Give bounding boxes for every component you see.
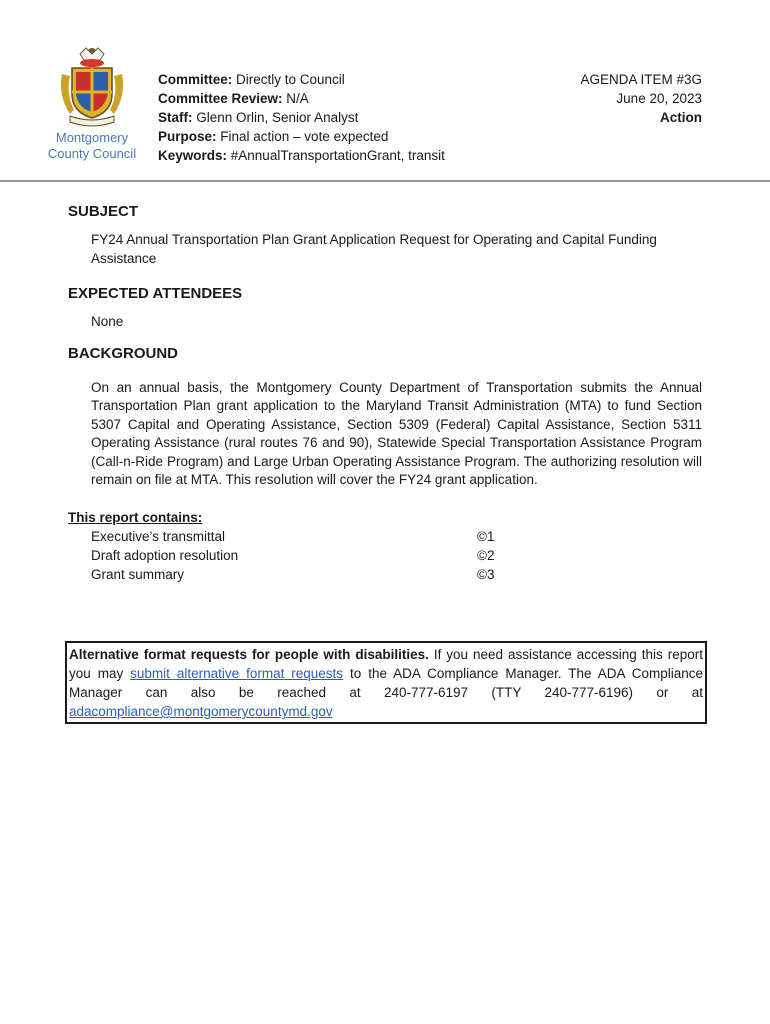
contents-row xyxy=(68,527,702,546)
keywords-value: #AnnualTransportationGrant, transit xyxy=(227,148,445,163)
contents-ref: ©1 xyxy=(477,528,495,544)
staff-line xyxy=(158,108,445,127)
subject-heading: SUBJECT xyxy=(68,203,139,220)
contents-row xyxy=(68,565,702,584)
contents-row xyxy=(68,546,702,565)
background-text: On an annual basis, the Montgomery County Department of Transportation submits the Annual Transportation Plan grant application to the Maryland Transit Administration (MTA) to fund Section 5307 Capital and Operating Assistance, Section 5309 (Federal) Capital Assistance, Section 5311 Operating Assistance (rural routes 76 and 90), Statewide Special Transportation Assistance Program (Call-n-Ride Program) and Large Urban Operating Assistance Program. The authorizing resolution will remain on file at MTA. This resolution will cover the FY24 grant application. xyxy=(91,379,702,487)
agenda-date: June 20, 2023 xyxy=(616,91,702,106)
review-line xyxy=(158,89,445,108)
ada-notice-text2: to the ADA Compliance Manager. The ADA Compliance Manager can also be reached at 240-777-6197 (TTY 240-777-6196) or at xyxy=(69,666,703,700)
purpose-line xyxy=(158,127,445,146)
ada-notice-bold: Alternative format requests for people with disabilities. xyxy=(69,647,429,662)
purpose-label: Purpose: xyxy=(158,129,217,144)
keywords-label: Keywords: xyxy=(158,148,228,163)
meta-block xyxy=(158,70,445,165)
agenda-item-number: AGENDA ITEM #3G xyxy=(580,72,702,87)
contents-label: Grant summary xyxy=(91,566,185,582)
committee-label: Committee: xyxy=(158,72,233,87)
committee-line xyxy=(158,70,445,89)
agenda-action: Action xyxy=(660,110,702,125)
main-content xyxy=(68,202,702,584)
contents-ref: ©3 xyxy=(477,566,495,582)
attendees-text: None xyxy=(91,314,124,329)
keywords-line xyxy=(158,146,445,165)
logo-text-line1: Montgomery xyxy=(55,130,129,145)
purpose-value: Final action – vote expected xyxy=(216,129,389,144)
agenda-block xyxy=(580,70,702,127)
logo-text-line2: County Council xyxy=(47,146,137,161)
attendees-heading: EXPECTED ATTENDEES xyxy=(68,285,243,302)
review-label: Committee Review: xyxy=(158,91,283,106)
contents-label: Draft adoption resolution xyxy=(91,547,239,563)
committee-value: Directly to Council xyxy=(232,72,345,87)
header-divider xyxy=(0,180,770,182)
ada-email-link[interactable]: adacompliance@montgomerycountymd.gov xyxy=(69,704,333,719)
report-contains-title: This report contains: xyxy=(68,509,203,525)
contents-label: Executive’s transmittal xyxy=(91,528,226,544)
ada-notice-box xyxy=(65,641,707,724)
subject-text: FY24 Annual Transportation Plan Grant Application Request for Operating and Capital Funding Assistance xyxy=(91,232,657,266)
page-header xyxy=(0,0,770,182)
staff-label: Staff: xyxy=(158,110,193,125)
staff-value: Glenn Orlin, Senior Analyst xyxy=(192,110,359,125)
county-seal-icon xyxy=(56,44,128,128)
review-value: N/A xyxy=(282,91,309,106)
county-council-logo xyxy=(46,44,142,162)
alternative-format-request-link[interactable]: submit alternative format requests xyxy=(130,666,344,681)
contents-ref: ©2 xyxy=(477,547,495,563)
ada-notice-text1: If you need assistance accessing this report you may xyxy=(69,647,703,681)
background-heading: BACKGROUND xyxy=(68,344,178,362)
